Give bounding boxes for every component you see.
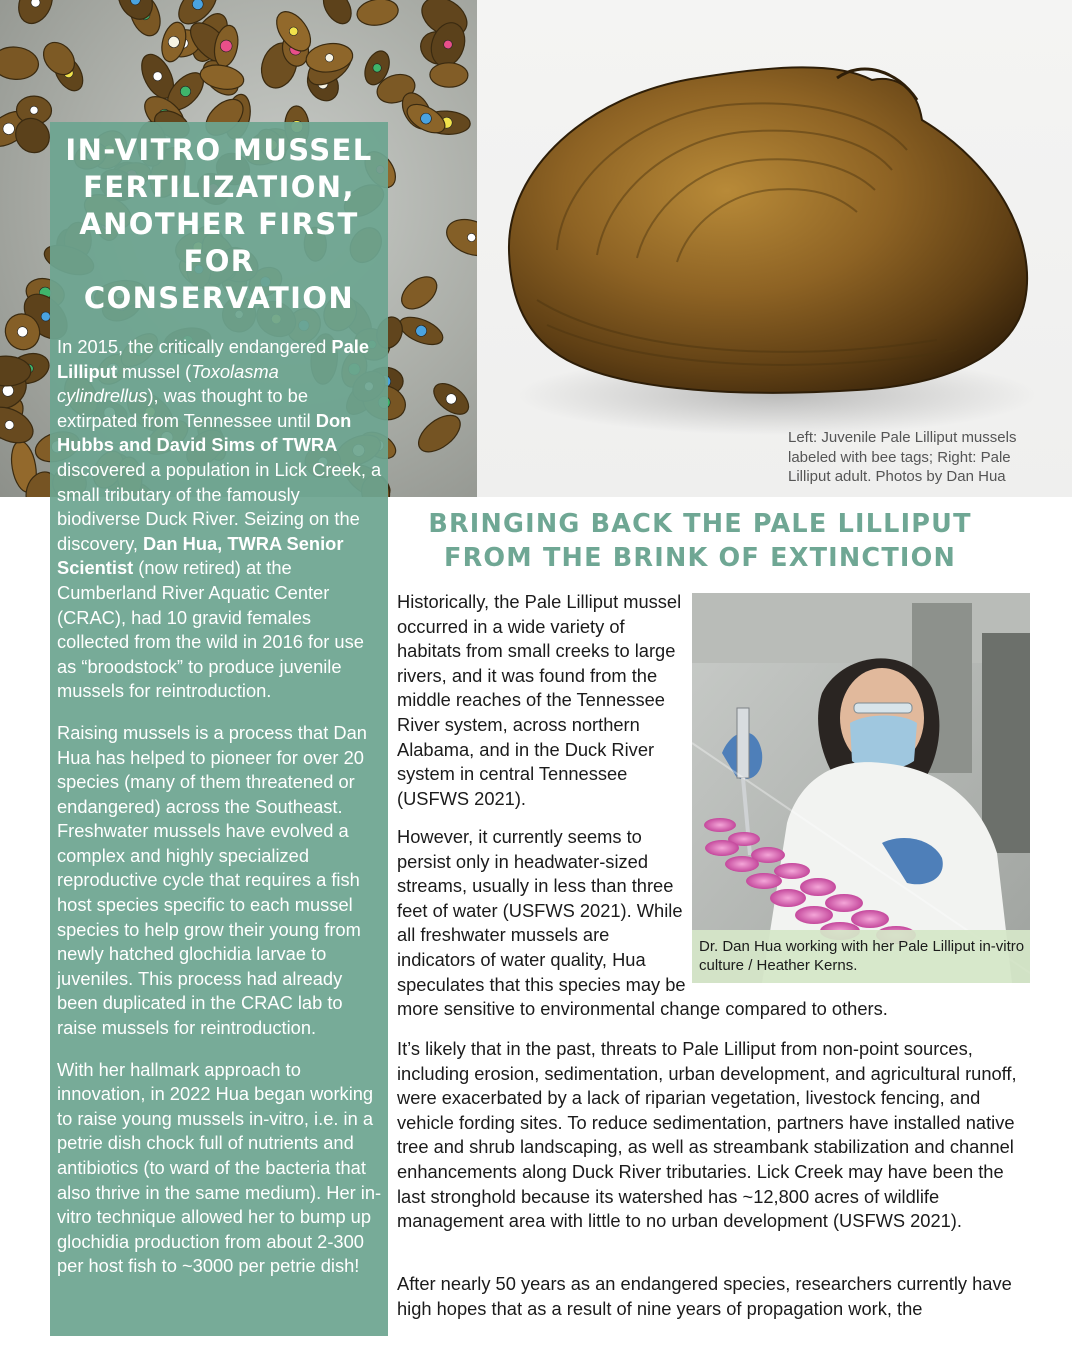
juvenile-mussel: [428, 377, 474, 420]
article-paragraph-1: [397, 590, 687, 811]
sidebar-paragraph-3: With her hallmark approach to innovation, in 2022 Hua began working to raise young mussels in-vitro, i.e. in a petrie dish chock full of nutrients and antibiotics (to ward of the bacteria that also thrive in the same medium). Her in-vitro technique allowed her to bump up glochidia production from about 2-300 per host fish to ~3000 per petrie dish!: [57, 1058, 382, 1277]
main-heading: BRINGING BACK THE PALE LILLIPUT FROM THE BRINK OF EXTINCTION: [428, 509, 972, 573]
article-paragraph-2a: [397, 825, 687, 997]
p1-text-2: mussel (: [116, 360, 192, 382]
sidebar-title: IN-VITRO MUSSEL FERTILIZATION, ANOTHER FIRST FOR CONSERVATION: [65, 133, 373, 315]
juvenile-mussel: [158, 20, 190, 65]
mussel-shell: [509, 67, 1027, 392]
p1-bold-discoverers: Don Hubbs and David Sims of TWRA: [57, 409, 352, 456]
p1-bold-species: Pale Lilliput: [57, 336, 370, 382]
lab-scene-illustration: [692, 593, 1030, 983]
article-paragraph-2b: [397, 997, 1017, 1022]
article-paragraph-4-text: After nearly 50 years as an endangered species, researchers currently have high hopes that as a result of nine years of propagation work, the: [397, 1273, 1012, 1319]
lab-photo: [692, 593, 1030, 983]
adult-mussel-illustration: [477, 0, 1072, 497]
juvenile-mussel: [12, 0, 58, 29]
p1-text-5: (now retired) at the Cumberland River Aquatic Center (CRAC), had 10 gravid females collected from the wild in 2016 for use as “broodstock” to produce juvenile mussels for reintroduction.: [57, 557, 364, 702]
article-paragraph-3: [397, 1037, 1017, 1234]
juvenile-mussel: [430, 62, 468, 87]
article-paragraph-3-text: It’s likely that in the past, threats to Pale Lilliput from non-point sources, including erosion, sedimentation, urban development, and agricultural runoff, were exacerbated by a lack of riparian vegetation, livestock fencing, and vehicle fording sites. To reduce sedimentation, partners have installed native tree and shrub landscaping, as well as streambank stabilization and channel enhancements along Duck River tributaries. Lick Creek may have been the last stronghold because its watershed has ~12,800 acres of wildlife management area with little to no urban development (USFWS 2021).: [397, 1038, 1017, 1232]
p1-text-4: discovered a population in Lick Creek, a small tributary of the famously biodiverse Duck River. Seizing on the discovery,: [57, 458, 382, 554]
article-paragraph-1-text: Historically, the Pale Lilliput mussel occurred in a wide variety of habitats from small creeks to large rivers, and it was found from the middle reaches of the Tennessee River system, across northern Alabama, and in the Duck River system in central Tennessee (USFWS 2021).: [397, 591, 682, 809]
sidebar-body: [50, 317, 388, 1279]
p1-text-3: ), was thought to be extirpated from Tennessee until: [57, 385, 316, 431]
photo-caption: Left: Juvenile Pale Lilliput mussels labeled with bee tags; Right: Pale Lilliput adult. Photos by Dan Hua: [788, 429, 1017, 485]
sidebar-paragraph-1: [57, 335, 382, 704]
juvenile-mussel: [318, 0, 357, 29]
article-paragraph-4: [397, 1272, 1017, 1321]
lab-photo-caption: Dr. Dan Hua working with her Pale Lilliput in-vitro culture / Heather Kerns.: [692, 930, 1030, 983]
p1-italic-latin-name: Toxolasma cylindrellus: [57, 360, 279, 407]
p1-bold-scientist: Dan Hua, TWRA Senior Scientist: [57, 532, 344, 579]
p1-text-1: In 2015, the critically endangered: [57, 336, 332, 357]
sidebar-panel: [50, 122, 388, 1336]
juvenile-mussel: [0, 45, 40, 81]
sidebar-paragraph-2: Raising mussels is a process that Dan Hua has helped to pioneer for over 20 species (many of them threatened or endangered) across the Southeast. Freshwater mussels have evolved a complex and highly specialized reproductive cycle that requires a fish host species specific to each mussel species to help grow their young from newly hatched glochidia larvae to juveniles. This process had already been duplicated in the CRAC lab to raise mussels for reintroduction.: [57, 721, 367, 1039]
juvenile-mussel: [442, 213, 477, 262]
juvenile-mussel: [396, 270, 443, 315]
article-paragraph-2b-text: more sensitive to environmental change compared to others.: [397, 998, 888, 1019]
adult-mussel-photo: [477, 0, 1072, 497]
article-paragraph-2a-text: However, it currently seems to persist only in headwater-sized streams, usually in less than three feet of water (USFWS 2021). While all freshwater mussels are indicators of water quality, Hua speculates that this species may be: [397, 826, 686, 995]
juvenile-mussel: [355, 0, 400, 28]
juvenile-mussel: [396, 312, 447, 350]
juvenile-mussel: [412, 408, 467, 459]
